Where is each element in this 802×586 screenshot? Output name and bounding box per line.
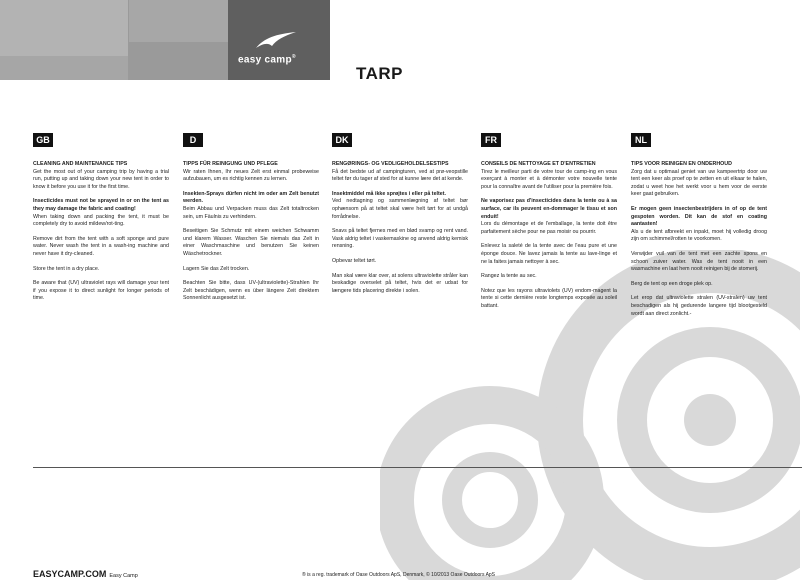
paragraph: When taking down and packing the tent, it must be completely dry to avoid mildew/rot-ting. [33, 213, 169, 228]
page-title: TARP [356, 64, 404, 83]
paragraph: Zorg dat u optimaal geniet van uw kampeertrip door uw tent een keer als proef op te zetten en uit elkaar te halen, zodat u weet hoe het werkt voor u hem voor de eerste keer gaat gebruiken. [631, 168, 767, 198]
header-block-mid-top [129, 0, 228, 42]
paragraph: Få det bedste ud af campingturen, ved at prø-veopstille teltet før du tager af sted for at kunne lære det at kende. [332, 168, 468, 183]
paragraph: Lagern Sie das Zelt trocken. [183, 265, 250, 272]
language-badge: NL [631, 133, 651, 147]
paragraph-warning: Insekten-Sprays dürfen nicht im oder am Zelt benutzt werden. [183, 190, 319, 205]
language-badge: GB [33, 133, 53, 147]
footer-brand-sub: Easy Camp [109, 573, 138, 579]
column-d [183, 133, 319, 310]
footer-divider [33, 467, 802, 468]
column-heading: CONSEILS DE NETTOYAGE ET D'ENTRETIEN [481, 161, 596, 167]
paragraph: Notez que les rayons ultraviolets (UV) endom-magent la tente si cette dernière reste longtemps exposée au soleil battant. [481, 287, 617, 309]
paragraph-warning: Ne vaporisez pas d'insecticides dans la tente ou à sa surface, car ils peuvent en-dommager le tissu et son enduit! [481, 198, 617, 220]
paragraph: Lors du démontage et de l'emballage, la tente doit être parfaitement sèche pour ne pas moisir ou pourrir. [481, 221, 617, 235]
paragraph: Enlevez la saleté de la tente avec de l'eau pure et une éponge douce. Ne lavez jamais la tente au lave-linge et ne la faites jamais nettoyer à sec. [481, 243, 617, 265]
paragraph: Be aware that (UV) ultraviolet rays will damage your tent if you expose it to direct sunlight for longer periods of time. [33, 280, 169, 302]
logo-text: easy camp® [238, 54, 296, 66]
bird-logo-icon [254, 30, 298, 52]
language-badge: DK [332, 133, 352, 147]
paragraph: Beachten Sie bitte, dass UV-(ultraviolette)-Strahlen Ihr Zelt beschädigen, wenn es über längere Zeit direktem Sonnenlicht ausgesetzt ist. [183, 280, 319, 302]
column-nl [631, 133, 767, 325]
paragraph: Verwijder vuil van de tent met een zachte spons en schoon zuiver water. Was de tent nooit in een wasmachine en laat hem nooit reinigen bij de stomerij. [631, 250, 767, 273]
paragraph: Man skal være klar over, at solens ultraviolette stråler kan beskadige overselet på teltet, hvis det er udsat for længere tids placering direkte i solen. [332, 272, 468, 294]
column-heading: TIPPS FÜR REINIGUNG UND PFLEGE [183, 161, 278, 167]
paragraph: Tirez le meilleur parti de votre tour de camp-ing en vous exerçant à monter et à démonter votre nouvelle tente pour la connaître avant de l'utiliser pour la première fois. [481, 168, 617, 190]
header-block-light [0, 0, 128, 56]
footer-brand-url: EASYCAMP.COM [33, 569, 107, 579]
brand-logo [232, 30, 322, 74]
paragraph-warning: Er mogen geen insectenbestrijders in of op de tent gespoten worden. Dit kan de stof en coating aantasten! [631, 205, 767, 228]
header-block-light-lower [0, 56, 128, 80]
paragraph: Snavs på teltet fjernes med en blød svamp og rent vand. Vask aldrig teltet i vaskemaskine og anvend aldrig kemisk rensning. [332, 228, 468, 250]
paragraph: Als u de tent afbreekt en inpakt, moet hij volledig droog zijn om schimmel/rotten te voorkomen. [631, 228, 767, 243]
column-gb [33, 133, 169, 310]
paragraph: Beseitigen Sie Schmutz mit einem weichen Schwamm und klarem Wasser. Waschen Sie niemals das Zelt in einer Waschmaschine und benutzen Sie keinen Wäschetrockner. [183, 228, 319, 257]
trademark-note: ® is a reg. trademark of Oase Outdoors ApS, Denmark, © 10/2013 Oase Outdoors ApS [302, 572, 496, 578]
paragraph: Wir raten Ihnen, Ihr neues Zelt erst einmal probeweise aufzubauen, um es richtig kennen zu lernen. [183, 168, 319, 183]
paragraph: Rangez la tente au sec. [481, 273, 537, 280]
paragraph: Berg de tent op een droge plek op. [631, 280, 713, 287]
column-heading: RENGØRINGS- OG VEDLIGEHOLDELSESTIPS [332, 161, 449, 167]
column-dk [332, 133, 468, 302]
paragraph: Get the most out of your camping trip by having a trial run, putting up and taking down your new tent in order to know it before you use it for the first time. [33, 168, 169, 190]
paragraph: Opbevar teltet tørt. [332, 257, 377, 264]
paragraph-warning: Insektmiddel må ikke sprøjtes i eller på teltet. [332, 190, 446, 197]
footer-brand [33, 569, 138, 579]
language-badge: FR [481, 133, 501, 147]
paragraph: Let erop dat ultraviolette stralen (UV-stralen) uw tent beschadigen als hij gedurende langere tijd blootgesteld wordt aan direct zonlicht.- [631, 295, 767, 317]
paragraph: Beim Abbau und Verpacken muss das Zelt totaltrocken sein, um Fäulnis zu verhindern. [183, 205, 319, 220]
paragraph: Store the tent in a dry place. [33, 265, 100, 272]
column-heading: TIPS VOOR REINIGEN EN ONDERHOUD [631, 161, 732, 167]
language-badge: D [183, 133, 203, 147]
column-fr [481, 133, 617, 318]
paragraph-warning: Insecticides must not be sprayed in or on the tent as they may damage the fabric and coating! [33, 198, 169, 212]
paragraph: Ved nedtagning og sammenlægning af teltet bør ophænsom på at teltet skal være helt tørt for at undgå forrådnelse. [332, 198, 468, 220]
paragraph: Remove dirt from the tent with a soft sponge and pure water. Never wash the tent in a wash-ing machine and never have it dry-cleaned. [33, 235, 169, 257]
column-heading: CLEANING AND MAINTENANCE TIPS [33, 161, 128, 167]
